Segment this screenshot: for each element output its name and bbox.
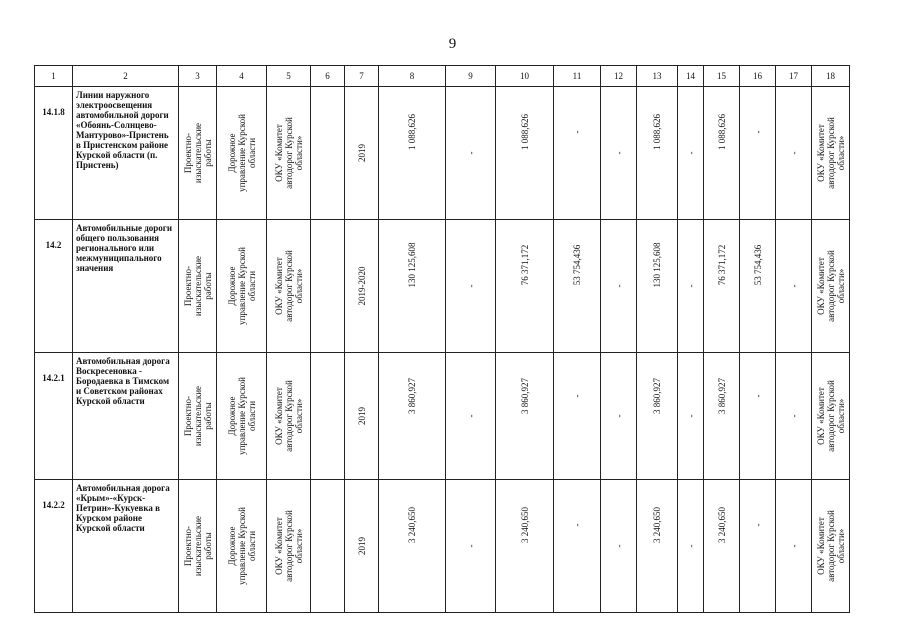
- cell-text-line: области: [246, 270, 257, 302]
- cell-text-line: работы: [202, 402, 213, 430]
- total-cost-cell: [379, 220, 446, 353]
- cell-text-line: ОКУ «Комитет: [815, 387, 826, 445]
- empty-cell: [311, 87, 345, 220]
- cell-text-line: управление Курской: [236, 377, 247, 455]
- row-number: 14.2: [35, 220, 73, 353]
- value-cell: [678, 480, 704, 613]
- value-cell: [637, 480, 678, 613]
- table-row: [35, 87, 850, 220]
- cell-text-line: работы: [202, 139, 213, 167]
- value-cell: [776, 220, 812, 353]
- cell-text-line: ОКУ «Комитет: [273, 257, 284, 315]
- cell-text-line: Проектно-: [182, 395, 193, 437]
- period-cell: [345, 87, 379, 220]
- cell-text-line: Дорожное: [226, 266, 237, 306]
- cell-text-line: области»: [293, 268, 304, 304]
- cell-text: -: [572, 130, 582, 134]
- cell-text-line: автодорог Курской: [283, 117, 294, 189]
- cell-text: 53 754,436: [752, 244, 763, 286]
- value-cell: [554, 480, 601, 613]
- value-cell: [446, 87, 496, 220]
- cell-text-line: области: [246, 400, 257, 432]
- column-header: 7: [345, 66, 379, 87]
- object-name: Автомобильная дорога Воскресеновка - Бородаевка в Тимском и Советском районах Курской области: [73, 353, 179, 480]
- cell-text: 2019: [356, 144, 367, 162]
- cell-text-line: изыскательские: [192, 385, 203, 447]
- object-name: Линии наружного электроосвещения автомобильной дороги «Обоянь-Солнцево-Мантурово»-Пристень в Пристенском районе Курской области (п. Пристень): [73, 87, 179, 220]
- value-cell: [446, 353, 496, 480]
- cell-text-line: автодорог Курской: [825, 250, 836, 322]
- cell-text-line: области»: [835, 268, 846, 304]
- cell-text-line: работы: [202, 272, 213, 300]
- column-header: 2: [73, 66, 179, 87]
- table-row: [35, 480, 850, 613]
- cell-text: -: [465, 544, 476, 548]
- cell-text: 3 860,927: [519, 377, 530, 414]
- cell-text: -: [752, 523, 763, 527]
- value-cell: [637, 353, 678, 480]
- row-number: 14.1.8: [35, 87, 73, 220]
- cell-text: -: [788, 544, 799, 548]
- customer-cell: [217, 87, 267, 220]
- cell-text: -: [613, 151, 624, 155]
- customer-cell: [217, 220, 267, 353]
- work-type-cell: [179, 480, 217, 613]
- row-number: 14.2.1: [35, 353, 73, 480]
- program-table: [34, 65, 850, 613]
- value-cell: [776, 87, 812, 220]
- period-cell: [345, 353, 379, 480]
- cell-text-line: ОКУ «Комитет: [815, 257, 826, 315]
- cell-text-line: Проектно-: [182, 265, 193, 307]
- cell-text-line: автодорог Курской: [825, 380, 836, 452]
- cell-text-line: изыскательские: [192, 515, 203, 577]
- cell-text-line: Дорожное: [226, 526, 237, 566]
- cell-text: -: [572, 394, 582, 398]
- executor-cell: [267, 220, 311, 353]
- cell-text: 130 125,608: [652, 242, 662, 288]
- cell-text: -: [788, 414, 799, 418]
- period-cell: [345, 220, 379, 353]
- cell-text-line: управление Курской: [236, 114, 247, 192]
- value-cell: [446, 220, 496, 353]
- value-cell: [496, 353, 554, 480]
- responsible-cell: [812, 87, 850, 220]
- executor-cell: [267, 87, 311, 220]
- value-cell: [704, 220, 740, 353]
- cell-text-line: области»: [293, 528, 304, 564]
- value-cell: [678, 220, 704, 353]
- column-number-row: [35, 66, 850, 87]
- cell-text: 130 125,608: [407, 242, 417, 288]
- cell-text: -: [685, 544, 696, 548]
- cell-text: -: [465, 151, 476, 155]
- value-cell: [554, 353, 601, 480]
- total-cost-cell: [379, 353, 446, 480]
- page-number: 9: [448, 36, 457, 52]
- cell-text: 3 240,650: [652, 506, 662, 543]
- object-name: Автомобильная дорога «Крым»-«Курск-Петрин»-Кукуевка в Курском районе Курской области: [73, 480, 179, 613]
- value-cell: [496, 480, 554, 613]
- cell-text-line: автодорог Курской: [283, 510, 294, 582]
- cell-text-line: области»: [835, 135, 846, 171]
- cell-text: 3 860,927: [716, 377, 727, 414]
- row-number: 14.2.2: [35, 480, 73, 613]
- cell-text: 1 088,626: [519, 113, 530, 150]
- cell-text-line: управление Курской: [236, 507, 247, 585]
- cell-text-line: области»: [835, 528, 846, 564]
- cell-text-line: автодорог Курской: [283, 250, 294, 322]
- cell-text-line: Дорожное: [226, 133, 237, 173]
- customer-cell: [217, 353, 267, 480]
- value-cell: [637, 87, 678, 220]
- cell-text: 1 088,626: [716, 113, 727, 150]
- value-cell: [446, 480, 496, 613]
- cell-text: 3 240,650: [407, 506, 417, 543]
- cell-text: -: [613, 284, 624, 288]
- empty-cell: [311, 353, 345, 480]
- cell-text-line: изыскательские: [192, 255, 203, 317]
- executor-cell: [267, 353, 311, 480]
- work-type-cell: [179, 220, 217, 353]
- value-cell: [601, 220, 637, 353]
- value-cell: [776, 353, 812, 480]
- cell-text-line: ОКУ «Комитет: [273, 517, 284, 575]
- column-header: 1: [35, 66, 73, 87]
- work-type-cell: [179, 87, 217, 220]
- value-cell: [704, 353, 740, 480]
- column-header: 9: [446, 66, 496, 87]
- column-header: 16: [740, 66, 776, 87]
- cell-text-line: работы: [202, 532, 213, 560]
- value-cell: [704, 87, 740, 220]
- value-cell: [740, 480, 776, 613]
- value-cell: [601, 87, 637, 220]
- value-cell: [637, 220, 678, 353]
- column-header: 8: [379, 66, 446, 87]
- cell-text: 3 860,927: [407, 377, 417, 414]
- value-cell: [704, 480, 740, 613]
- cell-text: -: [572, 523, 582, 527]
- column-header: 13: [637, 66, 678, 87]
- value-cell: [776, 480, 812, 613]
- cell-text-line: ОКУ «Комитет: [815, 517, 826, 575]
- customer-cell: [217, 480, 267, 613]
- cell-text-line: области»: [835, 398, 846, 434]
- column-header: 11: [554, 66, 601, 87]
- cell-text-line: области»: [293, 398, 304, 434]
- cell-text: 76 371,172: [716, 244, 727, 286]
- cell-text: 3 240,650: [716, 506, 727, 543]
- work-type-cell: [179, 353, 217, 480]
- cell-text-line: автодорог Курской: [825, 117, 836, 189]
- cell-text: 76 371,172: [519, 244, 530, 286]
- cell-text-line: области»: [293, 135, 304, 171]
- value-cell: [740, 87, 776, 220]
- cell-text: 53 754,436: [572, 244, 582, 286]
- cell-text: -: [465, 284, 476, 288]
- cell-text-line: автодорог Курской: [283, 380, 294, 452]
- cell-text-line: области: [246, 137, 257, 169]
- cell-text-line: Дорожное: [226, 396, 237, 436]
- column-header: 5: [267, 66, 311, 87]
- column-header: 18: [812, 66, 850, 87]
- cell-text: 1 088,626: [652, 113, 662, 150]
- cell-text: 2019: [356, 407, 367, 425]
- cell-text-line: автодорог Курской: [825, 510, 836, 582]
- cell-text: 2019-2020: [356, 266, 367, 306]
- cell-text: 3 240,650: [519, 506, 530, 543]
- column-header: 10: [496, 66, 554, 87]
- column-header: 6: [311, 66, 345, 87]
- cell-text-line: ОКУ «Комитет: [273, 124, 284, 182]
- cell-text-line: управление Курской: [236, 247, 247, 325]
- cell-text: -: [685, 284, 696, 288]
- value-cell: [496, 220, 554, 353]
- cell-text: -: [685, 151, 696, 155]
- cell-text: -: [613, 414, 624, 418]
- value-cell: [601, 353, 637, 480]
- cell-text-line: Проектно-: [182, 132, 193, 174]
- value-cell: [740, 353, 776, 480]
- cell-text-line: Проектно-: [182, 525, 193, 567]
- value-cell: [496, 87, 554, 220]
- cell-text: -: [613, 544, 624, 548]
- value-cell: [678, 87, 704, 220]
- cell-text: -: [788, 151, 799, 155]
- total-cost-cell: [379, 480, 446, 613]
- cell-text-line: ОКУ «Комитет: [815, 124, 826, 182]
- cell-text: -: [788, 284, 799, 288]
- responsible-cell: [812, 220, 850, 353]
- table-row: [35, 353, 850, 480]
- column-header: 17: [776, 66, 812, 87]
- column-header: 12: [601, 66, 637, 87]
- responsible-cell: [812, 353, 850, 480]
- cell-text-line: области: [246, 530, 257, 562]
- value-cell: [740, 220, 776, 353]
- cell-text: 2019: [356, 537, 367, 555]
- value-cell: [678, 353, 704, 480]
- cell-text-line: изыскательские: [192, 122, 203, 184]
- cell-text: -: [685, 414, 696, 418]
- value-cell: [601, 480, 637, 613]
- object-name: Автомобильные дороги общего пользования регионального или межмуниципального значения: [73, 220, 179, 353]
- executor-cell: [267, 480, 311, 613]
- responsible-cell: [812, 480, 850, 613]
- cell-text: 1 088,626: [407, 113, 417, 150]
- empty-cell: [311, 480, 345, 613]
- cell-text: -: [465, 414, 476, 418]
- column-header: 14: [678, 66, 704, 87]
- cell-text: -: [752, 394, 763, 398]
- column-header: 3: [179, 66, 217, 87]
- table-row: [35, 220, 850, 353]
- value-cell: [554, 220, 601, 353]
- cell-text: -: [752, 130, 763, 134]
- period-cell: [345, 480, 379, 613]
- cell-text-line: ОКУ «Комитет: [273, 387, 284, 445]
- column-header: 15: [704, 66, 740, 87]
- column-header: 4: [217, 66, 267, 87]
- empty-cell: [311, 220, 345, 353]
- value-cell: [554, 87, 601, 220]
- total-cost-cell: [379, 87, 446, 220]
- cell-text: 3 860,927: [652, 377, 662, 414]
